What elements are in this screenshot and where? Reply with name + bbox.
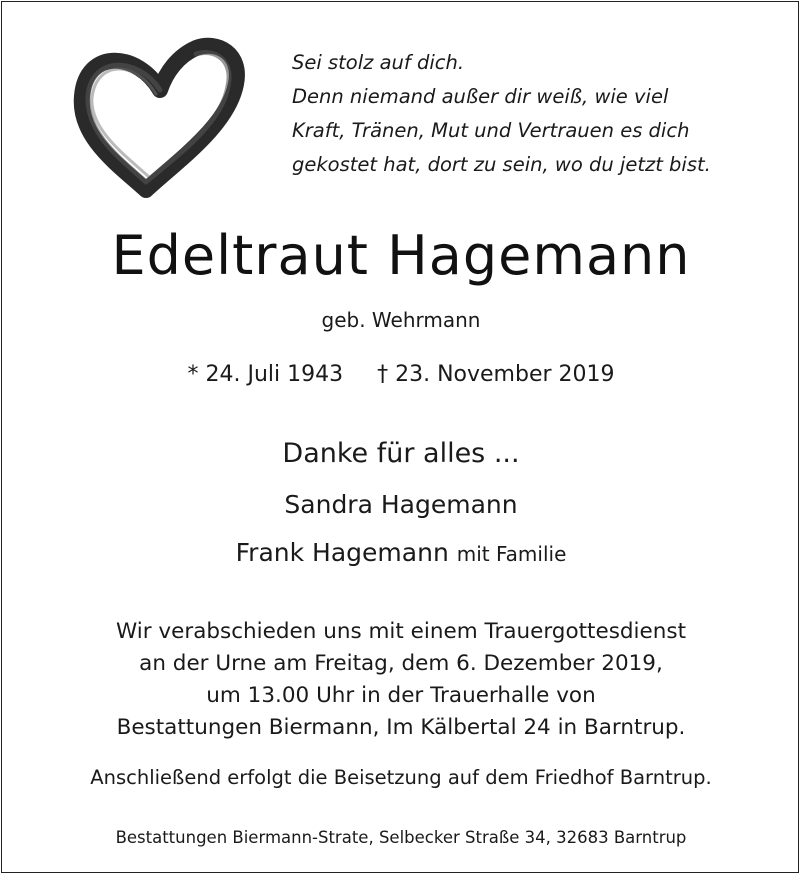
service-line: Wir verabschieden uns mit einem Trauergottesdienst — [115, 619, 687, 644]
service-line: um 13.00 Uhr in der Trauerhalle von — [206, 683, 596, 708]
poem-line: gekostet hat, dort zu sein, wo du jetzt bist. — [292, 153, 711, 176]
life-dates — [2, 362, 800, 387]
poem-line: Denn niemand außer dir weiß, wie viel — [292, 85, 669, 108]
thanks-line: Danke für alles ... — [282, 438, 520, 469]
poem — [292, 46, 782, 182]
obituary-notice — [1, 1, 799, 873]
heart-icon — [68, 30, 254, 206]
deceased-name: Edeltraut Hagemann — [111, 224, 691, 287]
death-date: † 23. November 2019 — [377, 362, 615, 387]
birth-date: * 24. Juli 1943 — [187, 362, 344, 387]
burial-note: Anschließend erfolgt die Beisetzung auf dem Friedhof Barntrup. — [90, 766, 712, 789]
service-info — [2, 616, 800, 744]
service-line: an der Urne am Freitag, dem 6. Dezember 2019, — [139, 651, 663, 676]
family-member — [2, 538, 800, 567]
poem-line: Kraft, Tränen, Mut und Vertrauen es dich — [292, 119, 690, 142]
birth-name: geb. Wehrmann — [321, 308, 481, 332]
family-member-name: Frank Hagemann — [235, 538, 449, 567]
family-member: Sandra Hagemann — [284, 490, 518, 519]
service-line: Bestattungen Biermann, Im Kälbertal 24 in Barntrup. — [116, 715, 686, 740]
funeral-home-address: Bestattungen Biermann-Strate, Selbecker Straße 34, 32683 Barntrup — [115, 828, 687, 847]
poem-line: Sei stolz auf dich. — [292, 51, 465, 74]
family-suffix: mit Familie — [456, 542, 567, 566]
